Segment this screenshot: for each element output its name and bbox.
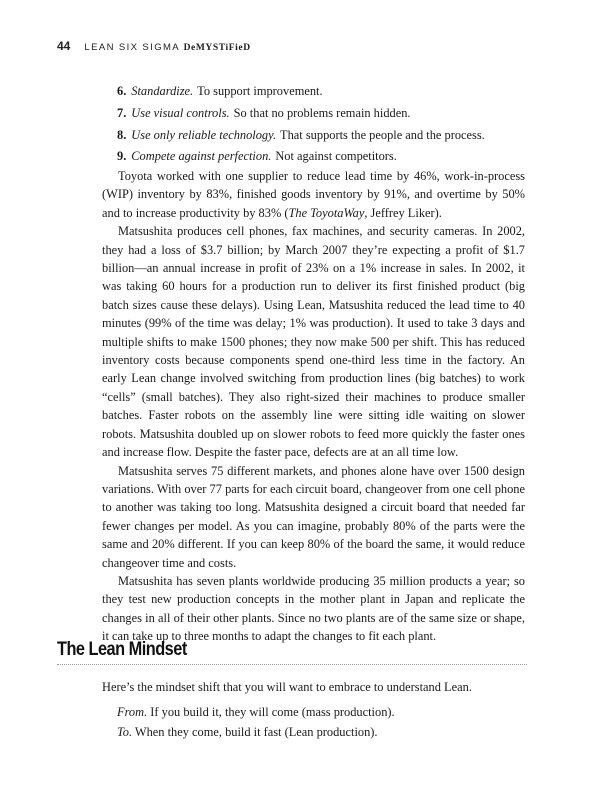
body-text bbox=[102, 167, 525, 646]
list-item-heading: Use visual controls. bbox=[131, 105, 230, 120]
section-heading: The Lean Mindset bbox=[57, 639, 187, 660]
list-item bbox=[117, 81, 537, 103]
list-item bbox=[117, 146, 537, 168]
list-item-heading: Compete against perfection. bbox=[131, 149, 272, 164]
list-item-number: 7. bbox=[117, 105, 127, 120]
from-text: If you build it, they will come (mass production). bbox=[150, 705, 395, 719]
mindset-to bbox=[117, 723, 537, 741]
list-item-text: So that no problems remain hidden. bbox=[233, 105, 411, 120]
book-title: The ToyotaWay bbox=[288, 205, 365, 220]
list-item-text: That supports the people and the process. bbox=[280, 127, 485, 142]
paragraph-matsushita-3: Matsushita has seven plants worldwide producing 35 million products a year; so they test new production concepts in the mother plant in Japan and replicate the changes in all of their other plants. Since no two plants are of the same size or shape, it can take up to three months to adapt the changes to fit each plant. bbox=[102, 573, 525, 644]
running-head-brand: DeMYSTiFieD bbox=[183, 43, 251, 53]
list-item-number: 6. bbox=[117, 84, 127, 98]
list-item-number: 8. bbox=[117, 127, 127, 142]
list-item-text: Not against competitors. bbox=[275, 149, 397, 164]
list-item-heading: Standardize. bbox=[131, 84, 194, 98]
page-number: 44 bbox=[57, 39, 71, 53]
list-item-number: 9. bbox=[117, 149, 127, 164]
running-head bbox=[57, 39, 251, 53]
to-label: To. bbox=[117, 725, 133, 739]
running-head-title: LEAN SIX SIGMA bbox=[84, 42, 180, 53]
from-label: From. bbox=[117, 705, 148, 719]
paragraph-matsushita-2: Matsushita serves 75 different markets, and phones alone have over 1500 design variations. With over 77 parts for each circuit board, changeover from one cell phone to another was taking too long. Matsushita designed a circuit board that needed far fewer changes per model. As you can imagine, probably 80% of the parts were the same and 20% different. If you can keep 80% of the board the same, it would reduce changeover time and costs. bbox=[102, 463, 525, 570]
to-text: When they come, build it fast (Lean production). bbox=[134, 725, 378, 739]
paragraph-toyota bbox=[102, 167, 525, 222]
list-item-heading: Use only reliable technology. bbox=[131, 127, 277, 142]
section-lead: Here’s the mindset shift that you will want to embrace to understand Lean. bbox=[102, 680, 472, 694]
list-item-text: To support improvement. bbox=[197, 84, 323, 98]
toyota-citation: , Jeffrey Liker). bbox=[364, 205, 442, 220]
section-divider bbox=[57, 664, 527, 665]
list-item bbox=[117, 125, 537, 147]
principles-list bbox=[117, 81, 537, 168]
toyota-text: Toyota worked with one supplier to reduce lead time by 46%, work-in-process (WIP) inventory by 83%, finished goods inventory by 91%, and overtime by 50% and to increase productivity by 83% ( bbox=[102, 169, 525, 220]
list-item bbox=[117, 103, 537, 125]
mindset-from bbox=[117, 703, 537, 721]
paragraph-matsushita-1: Matsushita produces cell phones, fax machines, and security cameras. In 2002, they had a loss of $3.7 billion; by March 2007 they’re expecting a profit of $1.7 billion—an annual increase in profit of 23% on a 1% increase in sales. In 2002, it was taking 60 hours for a production run to deliver its first finished product (big batch sizes cause these delays). Using Lean, Matsushita reduced the lead time to 40 minutes (99% of the time was delay; 1% was production). It used to take 3 days and multiple shifts to make 1500 phones; they now make 500 per shift. This has reduced inventory costs because components spend one-third less time in the factory. An early Lean change involved switching from production lines (big batches) to work “cells” (small batches). They also right-sized their machines to produce smaller batches. Faster robots on the assembly line were sitting idle waiting on slower robots. Matsushita doubled up on slower robots to feed more quickly the faster ones and increase flow. Despite the faster pace, defects are at an all time low. bbox=[102, 224, 525, 460]
